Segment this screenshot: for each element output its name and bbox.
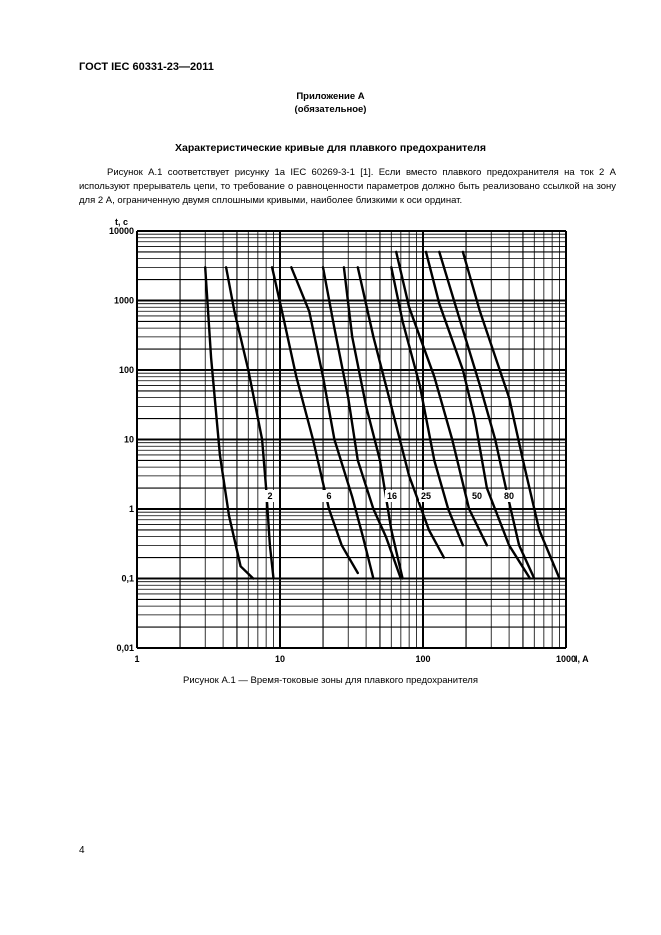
chart-grid [137, 231, 566, 648]
x-tick-label: 1000 [555, 654, 577, 664]
page-number: 4 [79, 845, 85, 856]
zone-6-curve [272, 267, 358, 573]
y-axis-label: t, c [115, 217, 129, 227]
annex-status: (обязательное) [294, 104, 367, 115]
y-tick-label: 100 [118, 365, 134, 375]
zone-2-curve [205, 267, 253, 578]
section-title: Характеристические кривые для плавкого предохранителя [175, 142, 486, 154]
zone-label: 80 [503, 491, 515, 501]
x-tick-label: 1 [134, 654, 140, 664]
zone-labels [263, 490, 516, 502]
body-paragraph: Рисунок А.1 соответствует рисунку 1а IEC 60269-3-1 [1]. Если вместо плавкого предохранителя на ток 2 А используют прерыватель цепи, то требование о равноценности параметров должно быть реализовано ссылкой на зону для 2 А, ограниченную двумя сплошными кривыми, наиболее близкими к оси ординат. [79, 167, 616, 206]
standard-header: ГОСТ IEC 60331-23—2011 [79, 61, 214, 73]
zone-label: 50 [471, 491, 483, 501]
y-tick-label: 1 [128, 504, 134, 514]
y-tick-label: 0,01 [116, 643, 134, 653]
y-tick-label: 1000 [113, 295, 134, 306]
y-axis-ticks [109, 226, 134, 653]
x-axis-ticks [134, 654, 576, 664]
annex-title: Приложение А [296, 91, 365, 102]
zone-label: 16 [386, 491, 398, 501]
x-tick-label: 100 [415, 654, 431, 664]
zone-label: 25 [420, 491, 432, 501]
figure-caption: Рисунок А.1 — Время-токовые зоны для плавкого предохранителя [183, 675, 478, 686]
x-tick-label: 10 [274, 654, 286, 664]
x-axis-label: I, A [575, 654, 589, 664]
zone-label: 6 [326, 491, 332, 501]
y-tick-label: 0,1 [121, 573, 134, 584]
y-tick-label: 10 [123, 434, 134, 445]
zone-label: 2 [267, 491, 273, 501]
y-tick-label: 10000 [108, 226, 134, 236]
